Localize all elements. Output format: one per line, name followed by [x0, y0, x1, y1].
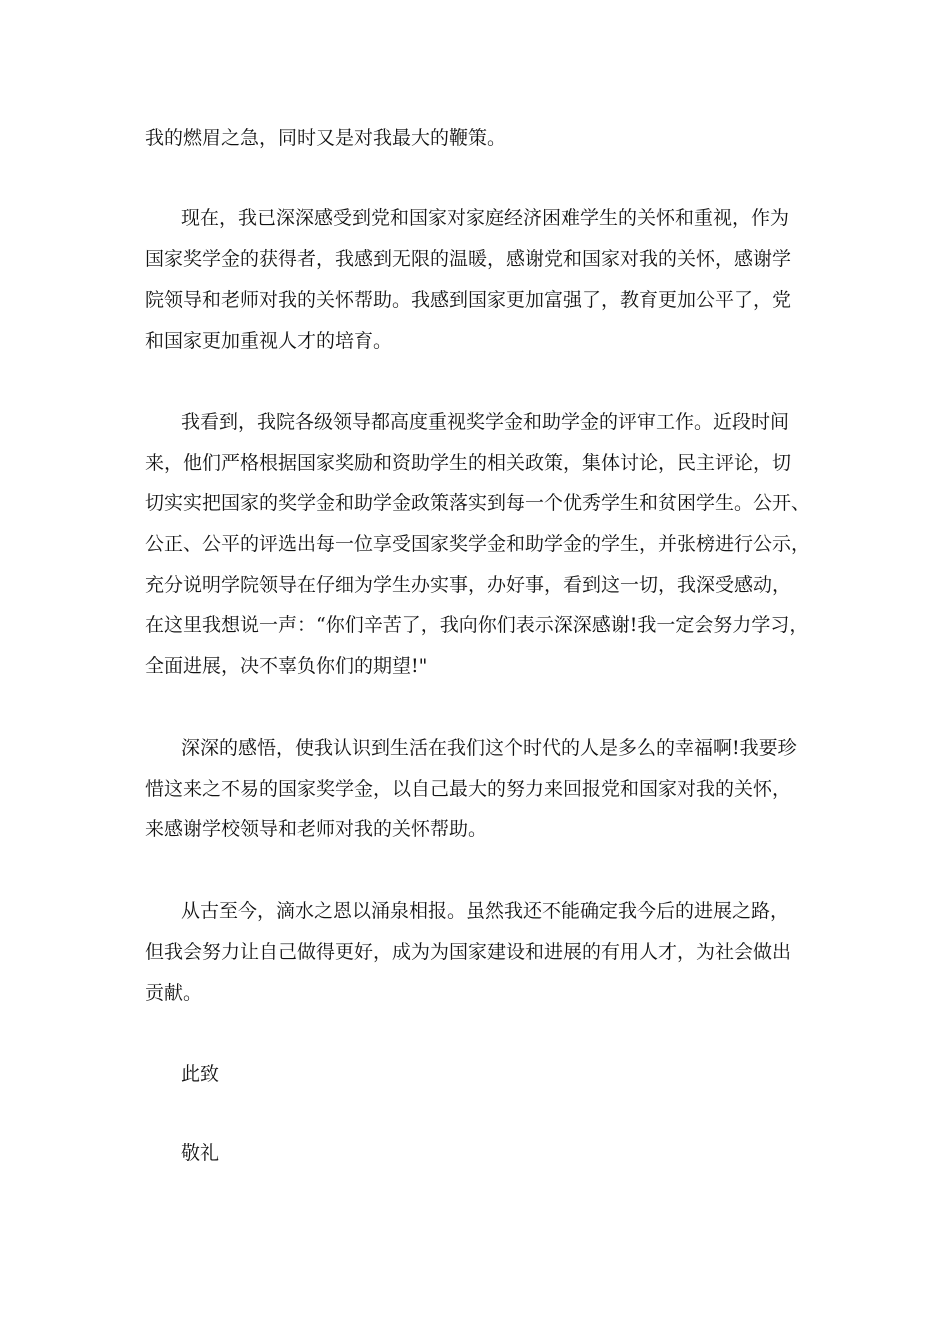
- paragraph-line: 公正、公平的评选出每一位享受国家奖学金和助学金的学生，并张榜进行公示，: [145, 533, 811, 555]
- paragraph-line: 现在，我已深深感受到党和国家对家庭经济困难学生的关怀和重视，作为: [181, 207, 790, 229]
- paragraph-line: 和国家更加重视人才的培育。: [145, 330, 393, 352]
- closing-greeting: 敬礼: [181, 1142, 220, 1164]
- paragraph-line: 充分说明学院领导在仔细为学生办实事，办好事，看到这一切，我深受感动，: [145, 574, 792, 596]
- paragraph-line: 在这里我想说一声：“你们辛苦了，我向你们表示深深感谢!我一定会努力学习，: [145, 614, 809, 636]
- closing-salutation: 此致: [181, 1063, 220, 1085]
- paragraph-line: 全面进展，决不辜负你们的期望!": [145, 655, 428, 677]
- paragraph-line: 院领导和老师对我的关怀帮助。我感到国家更加富强了，教育更加公平了，党: [145, 289, 792, 311]
- paragraph-line: 我的燃眉之急，同时又是对我最大的鞭策。: [145, 127, 507, 149]
- paragraph-line: 但我会努力让自己做得更好，成为为国家建设和进展的有用人才，为社会做出: [145, 941, 792, 963]
- paragraph-line: 深深的感悟，使我认识到生活在我们这个时代的人是多么的幸福啊!我要珍: [181, 737, 797, 759]
- paragraph-line: 从古至今，滴水之恩以涌泉相报。虽然我还不能确定我今后的进展之路，: [181, 900, 790, 922]
- paragraph-line: 惜这来之不易的国家奖学金，以自己最大的努力来回报党和国家对我的关怀，: [145, 778, 792, 800]
- paragraph-line: 国家奖学金的获得者，我感到无限的温暖，感谢党和国家对我的关怀，感谢学: [145, 248, 792, 270]
- paragraph-line: 来，他们严格根据国家奖励和资助学生的相关政策，集体讨论，民主评论，切: [145, 452, 792, 474]
- paragraph-line: 切实实把国家的奖学金和助学金政策落实到每一个优秀学生和贫困学生。公开、: [145, 492, 811, 514]
- paragraph-line: 贡献。: [145, 982, 203, 1004]
- paragraph-line: 来感谢学校领导和老师对我的关怀帮助。: [145, 818, 488, 840]
- paragraph-line: 我看到，我院各级领导都高度重视奖学金和助学金的评审工作。近段时间: [181, 411, 790, 433]
